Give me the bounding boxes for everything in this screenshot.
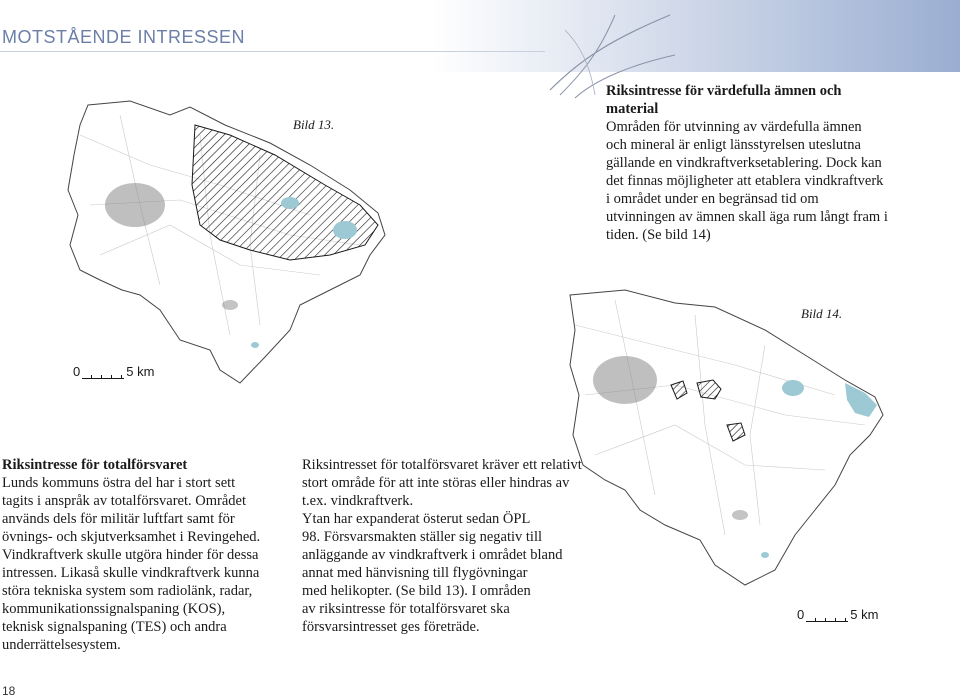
map1-scale-end: 5 km (126, 364, 155, 379)
right-line: Områden för utvinning av värdefulla ämnen (606, 119, 862, 135)
map2-scale-end: 5 km (850, 607, 879, 622)
map1-scale-start: 0 (73, 364, 81, 379)
right-line: gällande en vindkraftverksetablering. Dock kan (606, 155, 882, 171)
right-line: i området under en begränsad tid om (606, 191, 819, 207)
left-line: störa tekniska system som radiolänk, radar, (2, 583, 253, 599)
map1-scale-ticks (82, 370, 124, 379)
title-rule (0, 51, 545, 52)
left-line: används dels för militär luftfart samt för (2, 511, 235, 527)
middle-line: försvarsintresset ges företräde. (302, 619, 480, 635)
middle-line: med helikopter. (Se bild 13). I områden (302, 583, 531, 599)
map2-scale-start: 0 (797, 607, 805, 622)
middle-line: av riksintresse för totalförsvaret ska (302, 601, 510, 617)
middle-line: stort område för att inte störas eller hindras av (302, 475, 570, 491)
map1-scale-bar (73, 364, 154, 379)
left-line: Lunds kommuns östra del har i stort sett (2, 475, 236, 491)
right-line: tiden. (Se bild 14) (606, 227, 711, 243)
left-line: tagits i anspråk av totalförsvaret. Området (2, 493, 247, 509)
section-title: MOTSTÅENDE INTRESSEN (2, 27, 246, 47)
middle-line: t.ex. vindkraftverk. (302, 493, 414, 509)
middle-text-block (302, 456, 622, 636)
middle-line: anläggande av vindkraftverk i området bland (302, 547, 563, 563)
map2-scale-ticks (806, 613, 848, 622)
middle-line: Riksintresset för totalförsvaret kräver ett relativt (302, 457, 582, 473)
left-line: kommunikationssignalspaning (KOS), (2, 601, 226, 617)
map1-municipality-map (60, 95, 405, 390)
middle-line: 98. Försvarsmakten ställer sig negativ till (302, 529, 543, 545)
map2-caption: Bild 14. (801, 306, 843, 321)
left-line: underrättelsesystem. (2, 637, 121, 653)
right-text-block (606, 82, 926, 244)
middle-line: Ytan har expanderat österut sedan ÖPL (302, 511, 531, 527)
left-heading: Riksintresse för totalförsvaret (2, 457, 188, 473)
middle-line: annat med hänvisning till flygövningar (302, 565, 528, 581)
left-line: övnings- och skjutverksamhet i Revingehed. (2, 529, 261, 545)
right-heading-line1: Riksintresse för värdefulla ämnen och (606, 83, 842, 99)
right-line: och mineral är enligt länsstyrelsen uteslutna (606, 137, 861, 153)
left-line: Vindkraftverk skulle utgöra hinder för dessa (2, 547, 259, 563)
right-line: det finnas möjligheter att etablera vindkraftverk (606, 173, 884, 189)
left-line: intressen. Likaså skulle vindkraftverk kunna (2, 565, 260, 581)
right-heading-line2: material (606, 101, 659, 117)
left-line: teknisk signalspaning (TES) och andra (2, 619, 227, 635)
map1-caption: Bild 13. (293, 117, 335, 132)
right-line: utvinningen av ämnen skall äga rum långt fram i (606, 209, 888, 225)
page-number: 18 (2, 684, 16, 698)
left-text-block (2, 456, 292, 654)
map2-scale-bar (797, 607, 878, 622)
